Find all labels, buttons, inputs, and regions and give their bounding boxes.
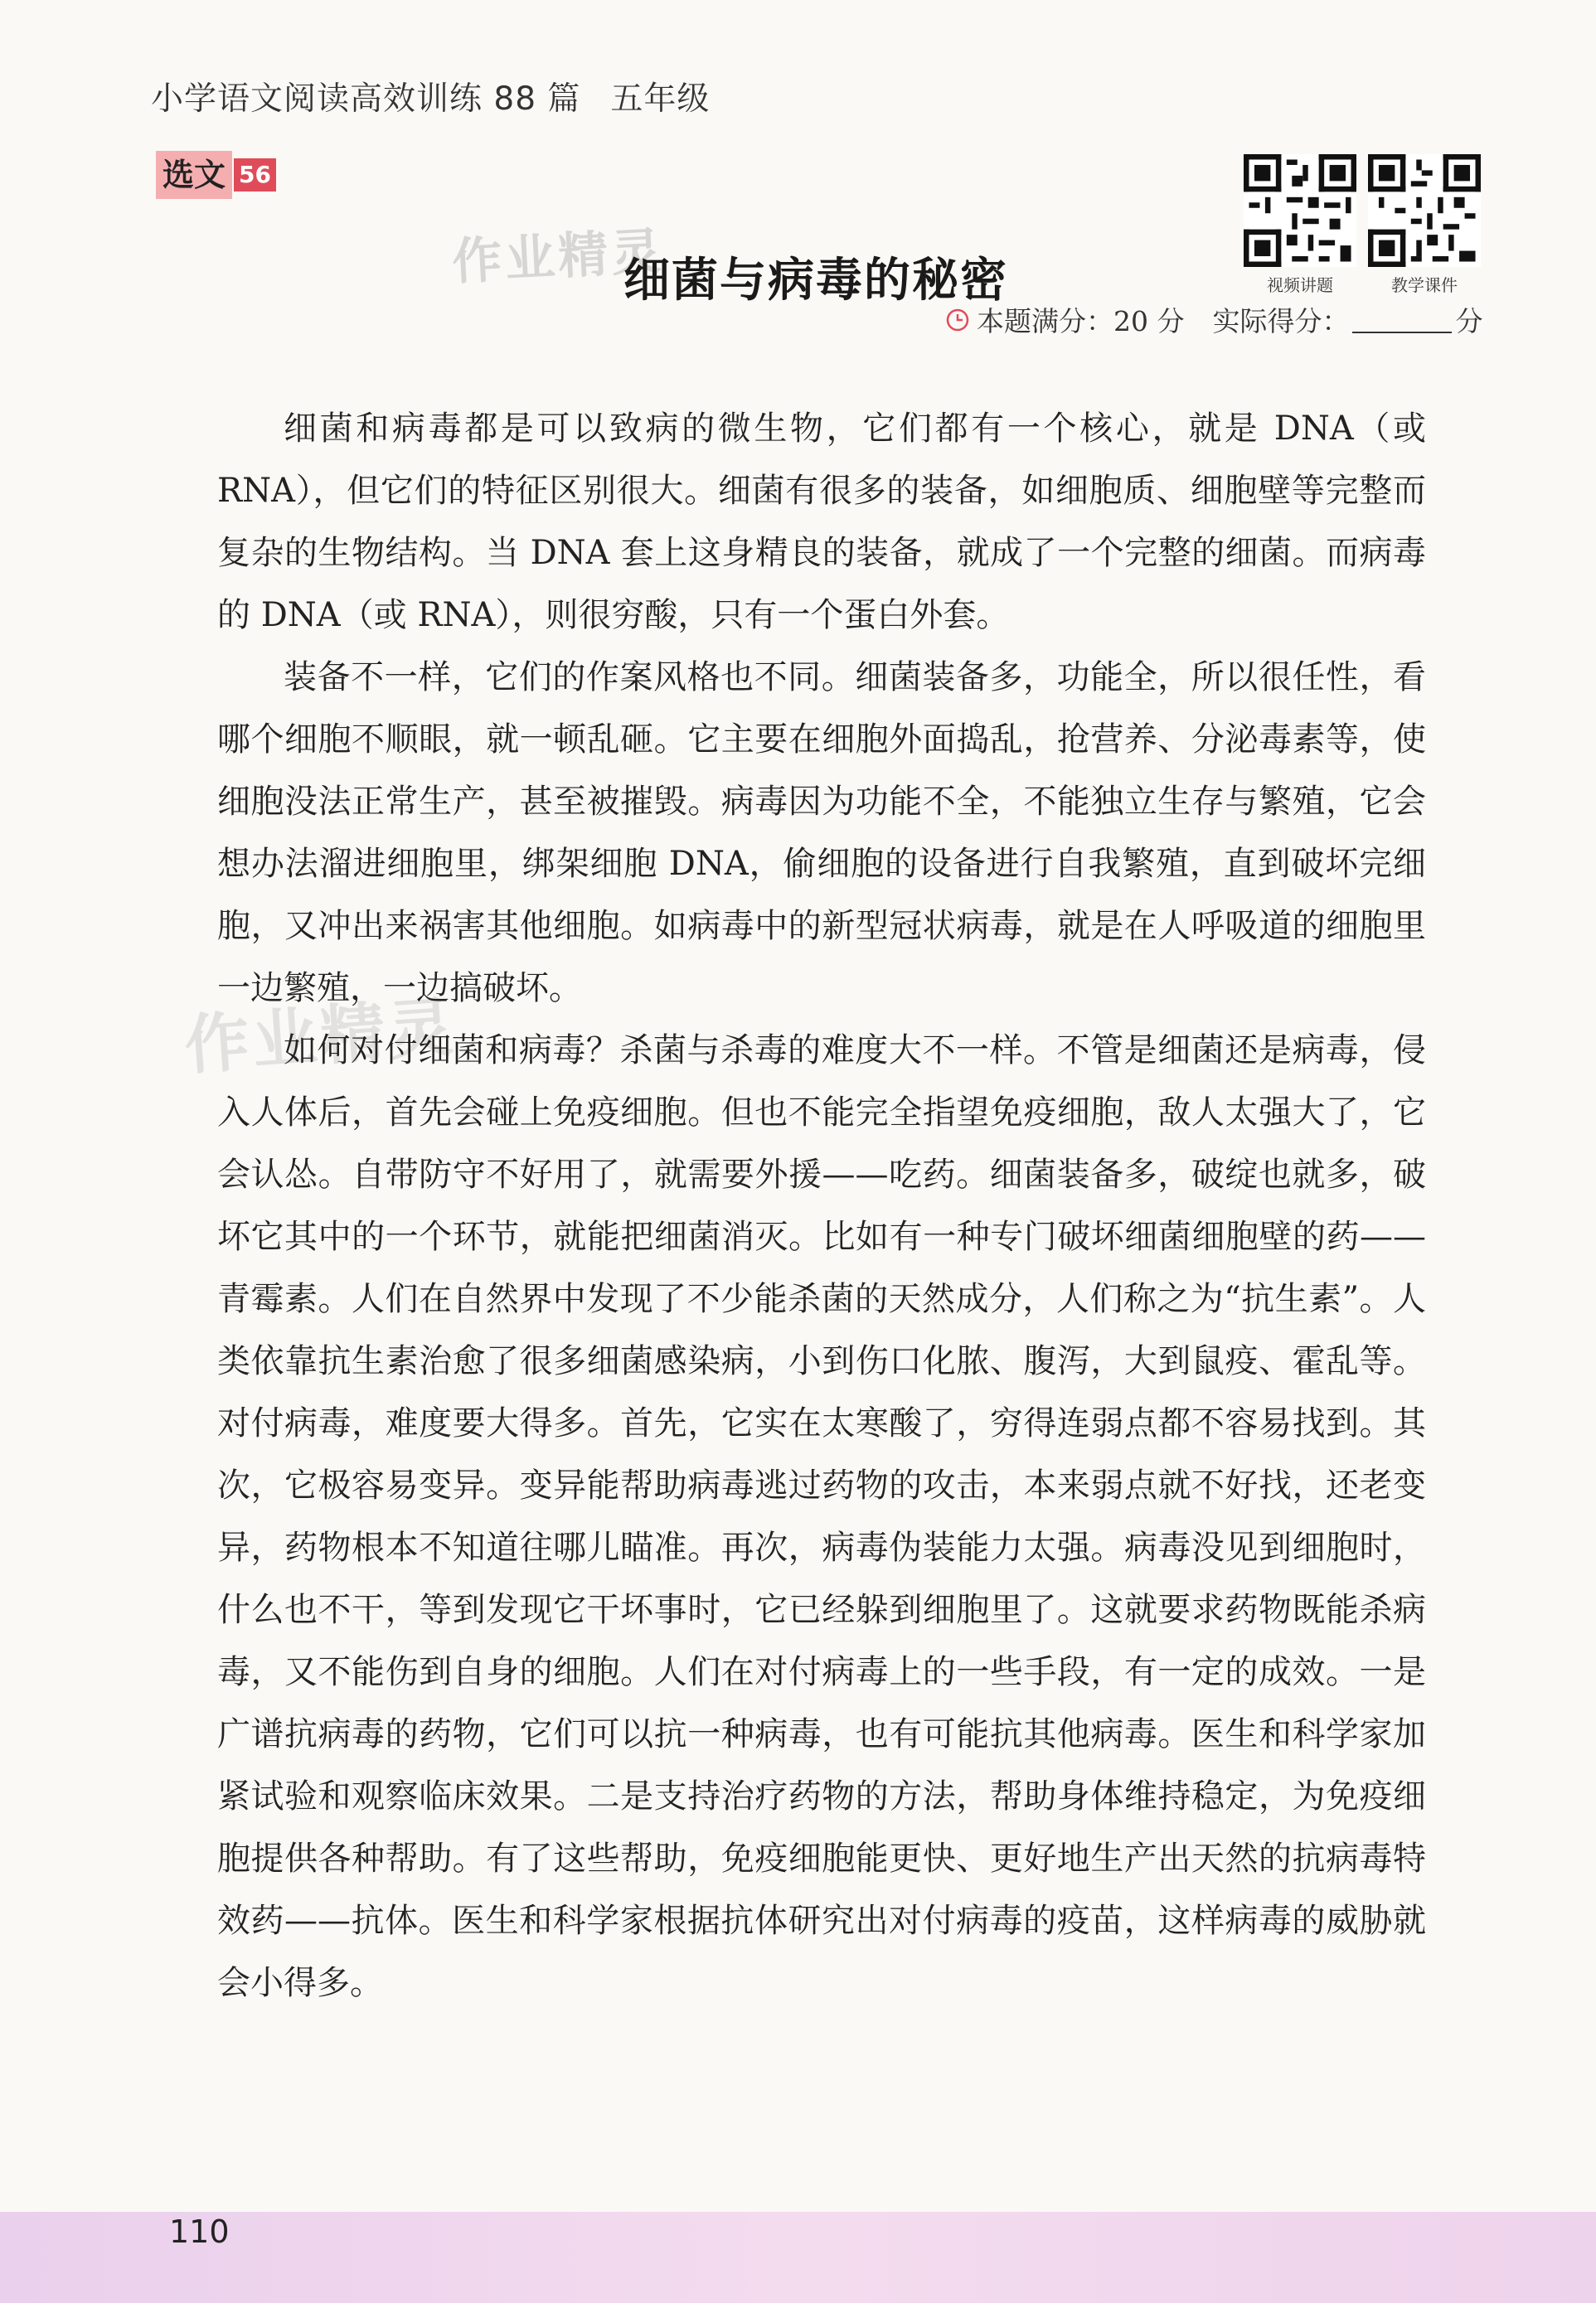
qr-caption: 教学课件 — [1391, 275, 1458, 295]
paragraph: 装备不一样，它们的作案风格也不同。细菌装备多，功能全，所以很任性，看哪个细胞不顺眼，就一顿乱砸。它主要在细胞外面捣乱，抢营养、分泌毒素等，使细胞没法正常生产，甚至被摧毁。病毒因为功能不全，不能独立生存与繁殖，它会想办法溜进细胞里，绑架细胞 DNA，偷细胞的设备进行自我繁殖，直到破坏完细胞，又冲出来祸害其他细胞。如病毒中的新型冠状病毒，就是在人呼吸道的细胞里一边繁殖，一边搞破坏。 — [217, 658, 1426, 1007]
page-number: 110 — [169, 2213, 230, 2250]
paragraph: 细菌和病毒都是可以致病的微生物，它们都有一个核心，就是 DNA（或 RNA），但它们的特征区别很大。细菌有很多的装备，如细胞质、细胞壁等完整而复杂的生物结构。当 DNA 套上这身精良的装备，就成了一个完整的细菌。而病毒的 DNA（或 RNA），则很穷酸，只有一个蛋白外套。 — [217, 410, 1426, 634]
grade-label: 五年级 — [610, 80, 711, 118]
book-title: 小学语文阅读高效训练 88 篇 — [151, 80, 581, 118]
qr-code-icon — [1244, 154, 1356, 267]
clock-icon — [945, 308, 970, 332]
selection-tag-label: 选文 — [156, 151, 232, 199]
score-unit: 分 — [1455, 305, 1483, 337]
footer-band — [0, 2212, 1596, 2303]
full-score: 本题满分：20 分 — [977, 305, 1185, 337]
actual-score-label: 实际得分： — [1212, 305, 1350, 337]
qr-code-icon — [1368, 154, 1481, 267]
selection-tag-number: 56 — [234, 158, 276, 192]
paragraph: 如何对付细菌和病毒？杀菌与杀毒的难度大不一样。不管是细菌还是病毒，侵入人体后，首先会碰上免疫细胞。但也不能完全指望免疫细胞，敌人太强大了，它会认怂。自带防守不好用了，就需要外援——吃药。细菌装备多，破绽也就多，破坏它其中的一个环节，就能把细菌消灭。比如有一种专门破坏细菌细胞壁的药——青霉素。人们在自然界中发现了不少能杀菌的天然成分，人们称之为“抗生素”。人类依靠抗生素治愈了很多细菌感染病，小到伤口化脓、腹泻，大到鼠疫、霍乱等。对付病毒，难度要大得多。首先，它实在太寒酸了，穷得连弱点都不容易找到。其次，它极容易变异。变异能帮助病毒逃过药物的攻击，本来弱点就不好找，还老变异，药物根本不知道往哪儿瞄准。再次，病毒伪装能力太强。病毒没见到细胞时，什么也不干，等到发现它干坏事时，它已经躲到细胞里了。这就要求药物既能杀病毒，又不能伤到自身的细胞。人们在对付病毒上的一些手段，有一定的成效。一是广谱抗病毒的药物，它们可以抗一种病毒，也有可能抗其他病毒。医生和科学家加紧试验和观察临床效果。二是支持治疗药物的方法，帮助身体维持稳定，为免疫细胞提供各种帮助。有了这些帮助，免疫细胞能更快、更好地生产出天然的抗病毒特效药——抗体。医生和科学家根据抗体研究出对付病毒的疫苗，这样病毒的威胁就会小得多。 — [217, 1031, 1426, 2002]
article-title: 细菌与病毒的秘密 — [623, 252, 1008, 308]
article-body — [217, 398, 1426, 2015]
book-header — [151, 73, 710, 119]
actual-score-blank[interactable] — [1352, 307, 1452, 333]
qr-video[interactable] — [1242, 154, 1358, 296]
watermark: 作业精灵 — [182, 990, 459, 1084]
score-line — [945, 300, 1482, 339]
qr-courseware[interactable] — [1366, 154, 1482, 296]
qr-caption: 视频讲题 — [1267, 275, 1333, 295]
selection-tag — [156, 151, 276, 199]
watermark: 作业精灵 — [450, 222, 666, 292]
